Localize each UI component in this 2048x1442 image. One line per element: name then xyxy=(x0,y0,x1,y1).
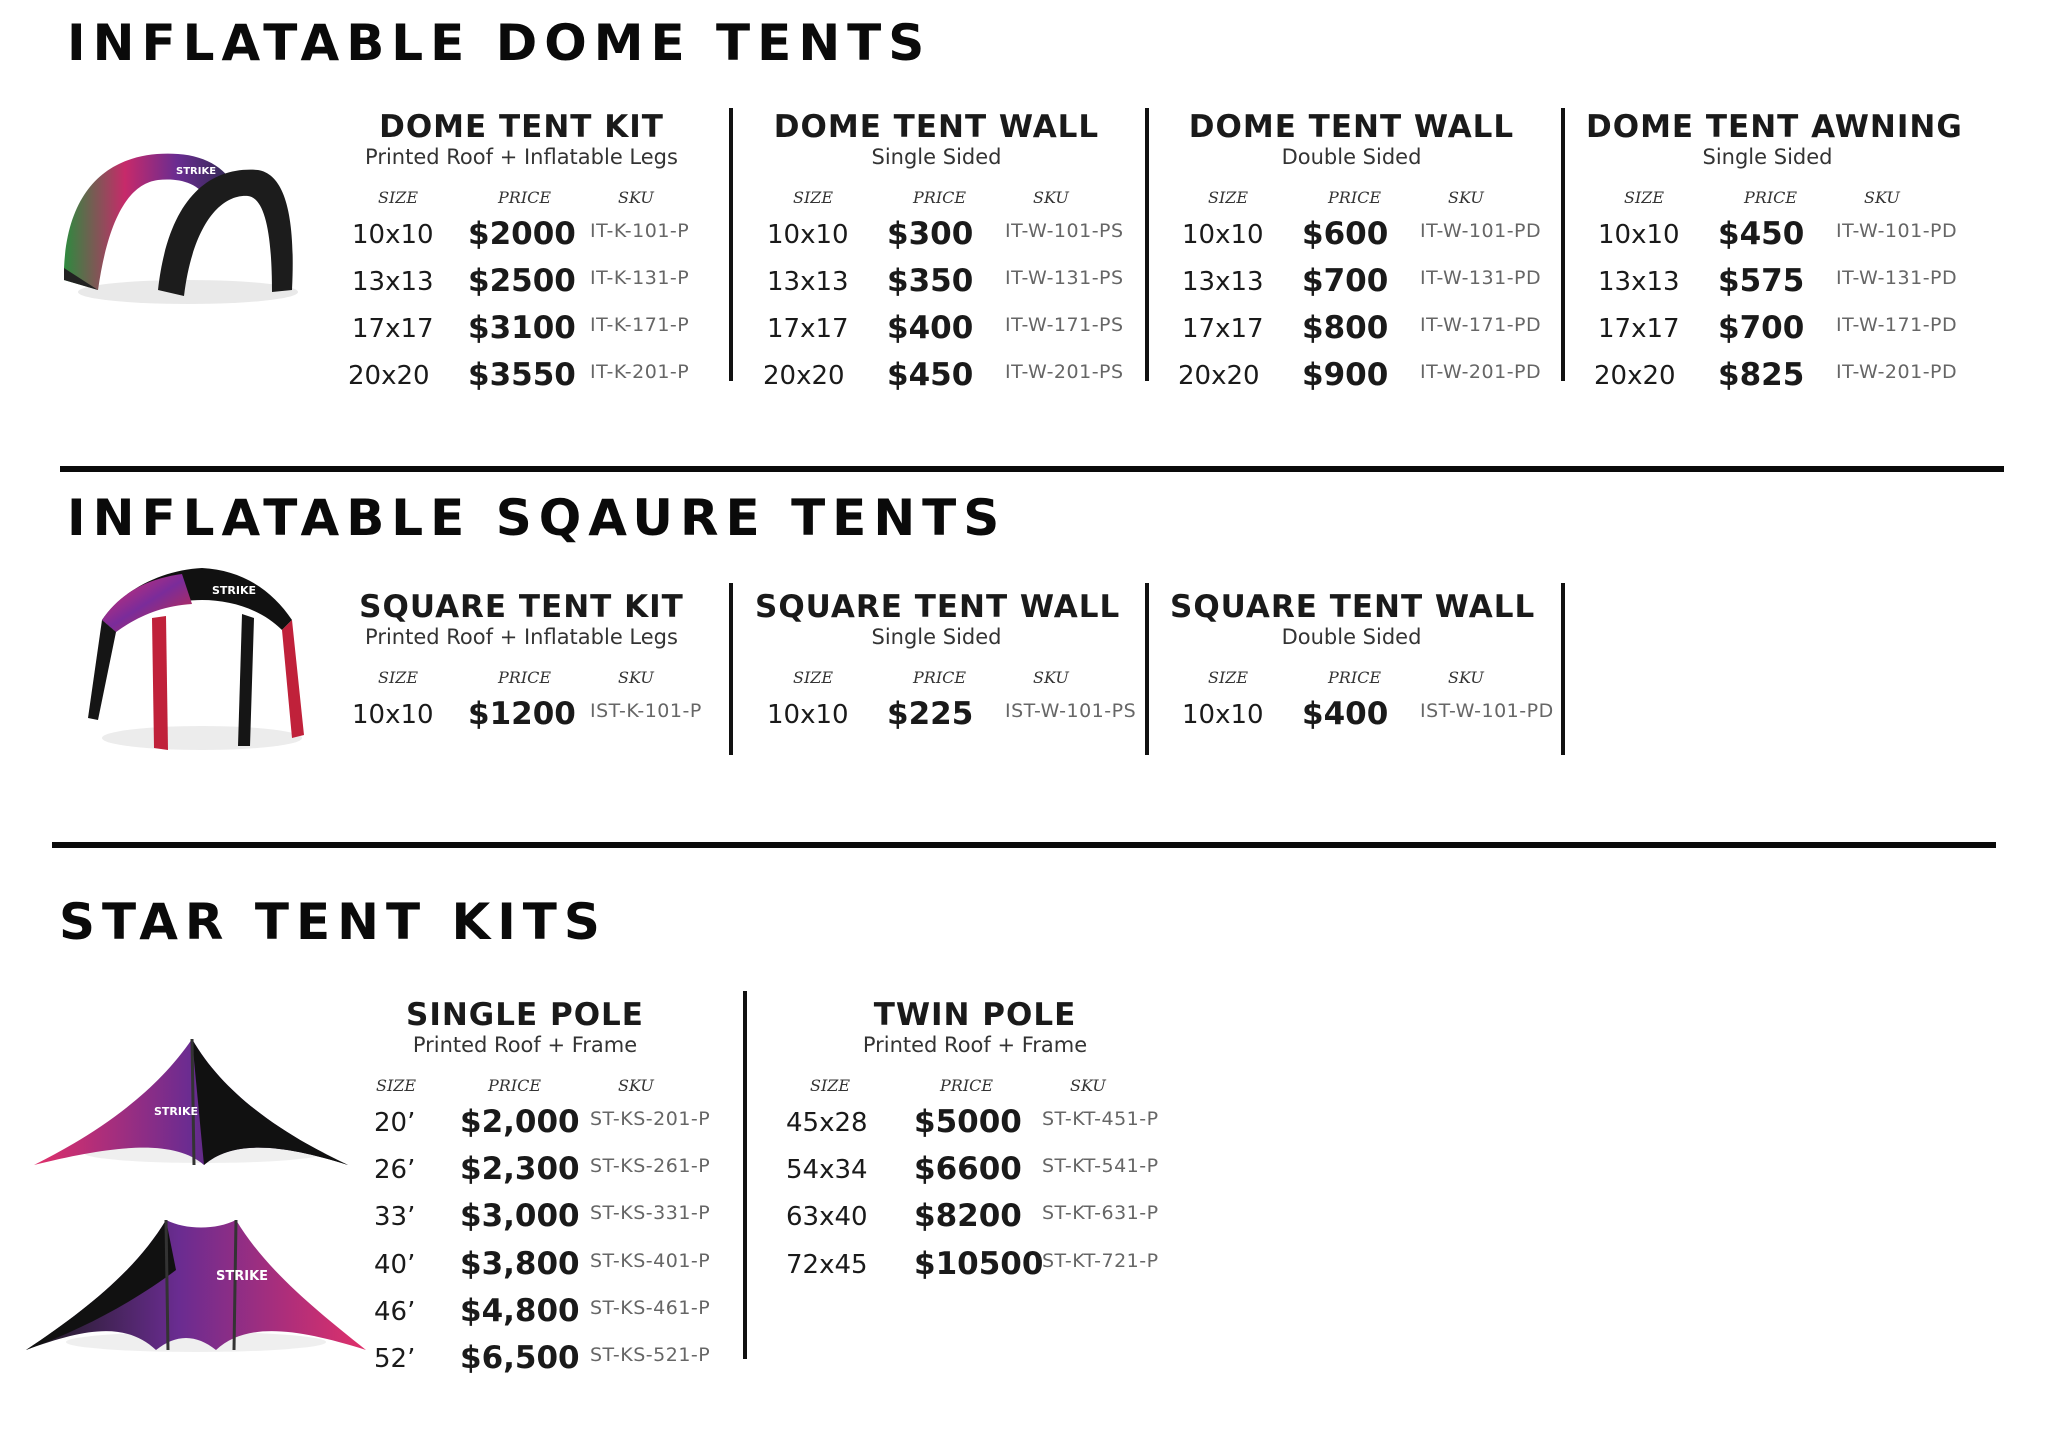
row-price: $1200 xyxy=(468,696,576,732)
table-row xyxy=(340,1194,710,1241)
row-size: 54x34 xyxy=(786,1155,868,1186)
svg-text:STRIKE: STRIKE xyxy=(216,1269,269,1284)
row-price: $2500 xyxy=(468,263,576,299)
column-title: DOME TENT WALL xyxy=(1188,109,1515,145)
row-price: $450 xyxy=(887,357,974,393)
header-size: SIZE xyxy=(1208,668,1249,687)
row-size: 17x17 xyxy=(767,314,849,344)
column-dome-tent-awning xyxy=(1586,109,1963,400)
row-size: 45x28 xyxy=(786,1108,868,1138)
row-size: 20x20 xyxy=(763,361,845,391)
table-header xyxy=(780,1070,1170,1100)
header-size: SIZE xyxy=(378,668,419,687)
row-price: $400 xyxy=(1302,696,1389,732)
column-dome-tent-wall-single xyxy=(755,109,1124,400)
row-sku: IST-W-101-PD xyxy=(1420,700,1554,722)
table-row xyxy=(755,212,1124,259)
header-price: PRICE xyxy=(913,188,967,207)
table-row xyxy=(755,692,1137,739)
table-header xyxy=(755,182,1118,212)
row-size: 63x40 xyxy=(786,1202,868,1233)
row-price: $2000 xyxy=(468,216,576,252)
table-row xyxy=(340,353,703,400)
column-title: DOME TENT AWNING xyxy=(1586,109,1963,145)
row-size: 17x17 xyxy=(352,314,434,344)
row-size: 40’ xyxy=(374,1249,416,1280)
table-row xyxy=(1170,306,1542,353)
header-sku: SKU xyxy=(1033,668,1069,687)
column-subtitle: Single Sided xyxy=(1702,145,1833,169)
row-price: $700 xyxy=(1302,263,1389,299)
table-header xyxy=(340,662,703,692)
column-title: DOME TENT WALL xyxy=(773,109,1100,145)
row-sku: ST-KT-541-P xyxy=(1042,1155,1159,1178)
header-size: SIZE xyxy=(1624,188,1665,207)
row-size: 72x45 xyxy=(786,1249,868,1280)
column-divider xyxy=(1145,583,1149,755)
row-price: $450 xyxy=(1718,216,1805,252)
header-sku: SKU xyxy=(618,1076,654,1095)
column-dome-tent-kit xyxy=(340,110,703,400)
row-sku: ST-KT-631-P xyxy=(1042,1202,1159,1225)
column-dome-tent-wall-double xyxy=(1170,109,1542,400)
row-price: $8200 xyxy=(914,1198,1022,1235)
row-price: $4,800 xyxy=(460,1292,580,1329)
row-size: 10x10 xyxy=(352,220,434,250)
row-size: 10x10 xyxy=(767,220,849,250)
column-subtitle: Single Sided xyxy=(871,145,1002,169)
row-sku: ST-KT-721-P xyxy=(1042,1249,1159,1272)
row-size: 17x17 xyxy=(1182,314,1264,344)
row-price: $400 xyxy=(887,310,974,346)
svg-text:STRIKE: STRIKE xyxy=(154,1105,199,1118)
row-size: 13x13 xyxy=(352,267,434,297)
row-price: $3100 xyxy=(468,310,576,346)
column-subtitle: Printed Roof + Inflatable Legs xyxy=(365,145,678,169)
table-row xyxy=(340,306,703,353)
header-sku: SKU xyxy=(1033,188,1069,207)
row-price: $10500 xyxy=(914,1245,1044,1282)
row-sku: ST-KS-201-P xyxy=(590,1108,711,1130)
star-tent-twin-pole-photo xyxy=(26,1210,366,1360)
row-sku: IT-K-101-P xyxy=(590,220,690,242)
table-header xyxy=(340,1070,710,1100)
row-sku: IT-W-171-PD xyxy=(1420,314,1542,336)
table-row xyxy=(1170,692,1554,739)
row-price: $900 xyxy=(1302,357,1389,393)
table-row xyxy=(340,692,703,739)
column-single-pole xyxy=(340,998,710,1383)
header-sku: SKU xyxy=(1864,188,1900,207)
table-row xyxy=(1170,212,1542,259)
row-size: 13x13 xyxy=(767,267,849,297)
header-sku: SKU xyxy=(1448,668,1484,687)
row-sku: IST-K-101-P xyxy=(590,700,702,722)
header-sku: SKU xyxy=(1448,188,1484,207)
row-sku: IT-W-101-PD xyxy=(1420,220,1542,242)
row-size: 17x17 xyxy=(1598,314,1680,344)
row-size: 46’ xyxy=(374,1296,416,1327)
column-square-tent-wall-double xyxy=(1170,589,1554,739)
row-sku: IT-W-171-PS xyxy=(1005,314,1124,336)
table-header xyxy=(755,662,1118,692)
column-square-tent-kit xyxy=(340,590,703,739)
section-title-star: STAR TENT KITS xyxy=(59,893,607,951)
row-price: $225 xyxy=(887,696,974,732)
row-size: 20x20 xyxy=(348,361,430,391)
header-price: PRICE xyxy=(1744,188,1798,207)
row-sku: IT-W-171-PD xyxy=(1836,314,1958,336)
column-title: TWIN POLE xyxy=(873,997,1077,1033)
row-size: 10x10 xyxy=(767,700,849,730)
row-size: 33’ xyxy=(374,1202,416,1233)
section-title-dome: INFLATABLE DOME TENTS xyxy=(67,14,932,72)
row-size: 26’ xyxy=(374,1155,416,1186)
column-divider xyxy=(729,108,733,381)
row-sku: IT-W-201-PS xyxy=(1005,361,1124,383)
row-price: $6,500 xyxy=(460,1339,580,1376)
header-size: SIZE xyxy=(1208,188,1249,207)
header-price: PRICE xyxy=(1328,188,1382,207)
row-size: 20x20 xyxy=(1594,361,1676,391)
row-sku: ST-KS-521-P xyxy=(590,1343,711,1366)
table-row xyxy=(1170,353,1542,400)
table-row xyxy=(780,1147,1170,1194)
header-price: PRICE xyxy=(498,188,552,207)
row-sku: IT-W-101-PS xyxy=(1005,220,1124,242)
row-sku: ST-KS-401-P xyxy=(590,1249,711,1272)
column-divider xyxy=(1561,583,1565,755)
table-row xyxy=(780,1194,1170,1241)
column-divider xyxy=(1561,108,1565,381)
row-size: 13x13 xyxy=(1598,267,1680,297)
column-subtitle: Printed Roof + Frame xyxy=(862,1033,1088,1057)
dome-tent-photo xyxy=(58,140,308,310)
row-price: $5000 xyxy=(914,1104,1022,1140)
row-price: $3,800 xyxy=(460,1245,580,1282)
table-header xyxy=(1170,182,1533,212)
table-row xyxy=(340,1336,710,1383)
row-size: 10x10 xyxy=(1182,700,1264,730)
row-sku: ST-KT-451-P xyxy=(1042,1108,1159,1130)
row-price: $700 xyxy=(1718,310,1805,346)
row-price: $6600 xyxy=(914,1151,1022,1188)
row-price: $800 xyxy=(1302,310,1389,346)
header-size: SIZE xyxy=(793,188,834,207)
header-price: PRICE xyxy=(1328,668,1382,687)
header-sku: SKU xyxy=(1070,1076,1106,1095)
column-subtitle: Double Sided xyxy=(1281,625,1422,649)
header-price: PRICE xyxy=(488,1076,542,1095)
row-sku: IT-W-131-PD xyxy=(1836,267,1958,289)
section-divider xyxy=(60,466,2004,472)
svg-text:STRIKE: STRIKE xyxy=(176,166,217,177)
row-price: $300 xyxy=(887,216,974,252)
column-divider xyxy=(743,991,747,1359)
row-sku: IT-W-201-PD xyxy=(1420,361,1542,383)
row-price: $350 xyxy=(887,263,974,299)
table-row xyxy=(1170,259,1542,306)
table-header xyxy=(340,182,703,212)
header-price: PRICE xyxy=(498,668,552,687)
row-size: 20’ xyxy=(374,1108,416,1138)
table-row xyxy=(780,1242,1170,1289)
header-sku: SKU xyxy=(618,668,654,687)
table-row xyxy=(755,306,1124,353)
column-subtitle: Double Sided xyxy=(1281,145,1422,169)
star-tent-single-pole-photo xyxy=(34,1035,354,1170)
table-row xyxy=(340,1289,710,1336)
row-size: 10x10 xyxy=(1182,220,1264,250)
row-size: 10x10 xyxy=(1598,220,1680,250)
row-price: $600 xyxy=(1302,216,1389,252)
table-row xyxy=(340,1100,710,1147)
row-sku: IST-W-101-PS xyxy=(1005,700,1137,722)
table-row xyxy=(1586,353,1958,400)
row-sku: IT-W-131-PS xyxy=(1005,267,1124,289)
row-price: $3550 xyxy=(468,357,576,393)
row-sku: IT-K-201-P xyxy=(590,361,690,383)
row-size: 13x13 xyxy=(1182,267,1264,297)
table-row xyxy=(1586,306,1958,353)
column-divider xyxy=(1145,108,1149,381)
table-header xyxy=(1170,662,1533,692)
row-price: $575 xyxy=(1718,263,1805,299)
column-title: SINGLE POLE xyxy=(406,997,644,1033)
column-title: SQUARE TENT WALL xyxy=(1170,589,1536,625)
column-title: SQUARE TENT KIT xyxy=(359,589,684,625)
column-subtitle: Single Sided xyxy=(871,625,1002,649)
column-title: SQUARE TENT WALL xyxy=(755,589,1121,625)
header-size: SIZE xyxy=(810,1076,851,1095)
table-row xyxy=(780,1100,1170,1147)
svg-text:STRIKE: STRIKE xyxy=(212,584,257,597)
header-size: SIZE xyxy=(376,1076,417,1095)
row-sku: ST-KS-331-P xyxy=(590,1202,711,1225)
column-subtitle: Printed Roof + Frame xyxy=(412,1033,638,1057)
row-size: 20x20 xyxy=(1178,361,1260,391)
table-row xyxy=(1586,212,1958,259)
column-title: DOME TENT KIT xyxy=(379,109,664,145)
table-row xyxy=(340,1242,710,1289)
row-size: 10x10 xyxy=(352,700,434,730)
section-title-square: INFLATABLE SQAURE TENTS xyxy=(67,489,1007,547)
header-price: PRICE xyxy=(913,668,967,687)
row-price: $2,000 xyxy=(460,1104,580,1140)
row-sku: IT-W-201-PD xyxy=(1836,361,1958,383)
square-tent-photo xyxy=(82,560,312,760)
header-price: PRICE xyxy=(940,1076,994,1095)
table-row xyxy=(340,259,703,306)
table-row xyxy=(340,1147,710,1194)
table-header xyxy=(1586,182,1949,212)
table-row xyxy=(755,259,1124,306)
row-sku: ST-KS-261-P xyxy=(590,1155,711,1178)
row-size: 52’ xyxy=(374,1343,416,1374)
header-size: SIZE xyxy=(378,188,419,207)
row-price: $3,000 xyxy=(460,1198,580,1235)
row-sku: ST-KS-461-P xyxy=(590,1296,711,1319)
row-sku: IT-K-131-P xyxy=(590,267,690,289)
section-divider xyxy=(52,842,1996,848)
row-sku: IT-W-101-PD xyxy=(1836,220,1958,242)
table-row xyxy=(340,212,703,259)
column-square-tent-wall-single xyxy=(755,589,1137,739)
row-sku: IT-K-171-P xyxy=(590,314,690,336)
header-size: SIZE xyxy=(793,668,834,687)
row-sku: IT-W-131-PD xyxy=(1420,267,1542,289)
column-divider xyxy=(729,583,733,755)
header-sku: SKU xyxy=(618,188,654,207)
column-twin-pole xyxy=(780,998,1170,1289)
row-price: $2,300 xyxy=(460,1151,580,1188)
table-row xyxy=(1586,259,1958,306)
row-price: $825 xyxy=(1718,357,1805,393)
column-subtitle: Printed Roof + Inflatable Legs xyxy=(365,625,678,649)
table-row xyxy=(755,353,1124,400)
